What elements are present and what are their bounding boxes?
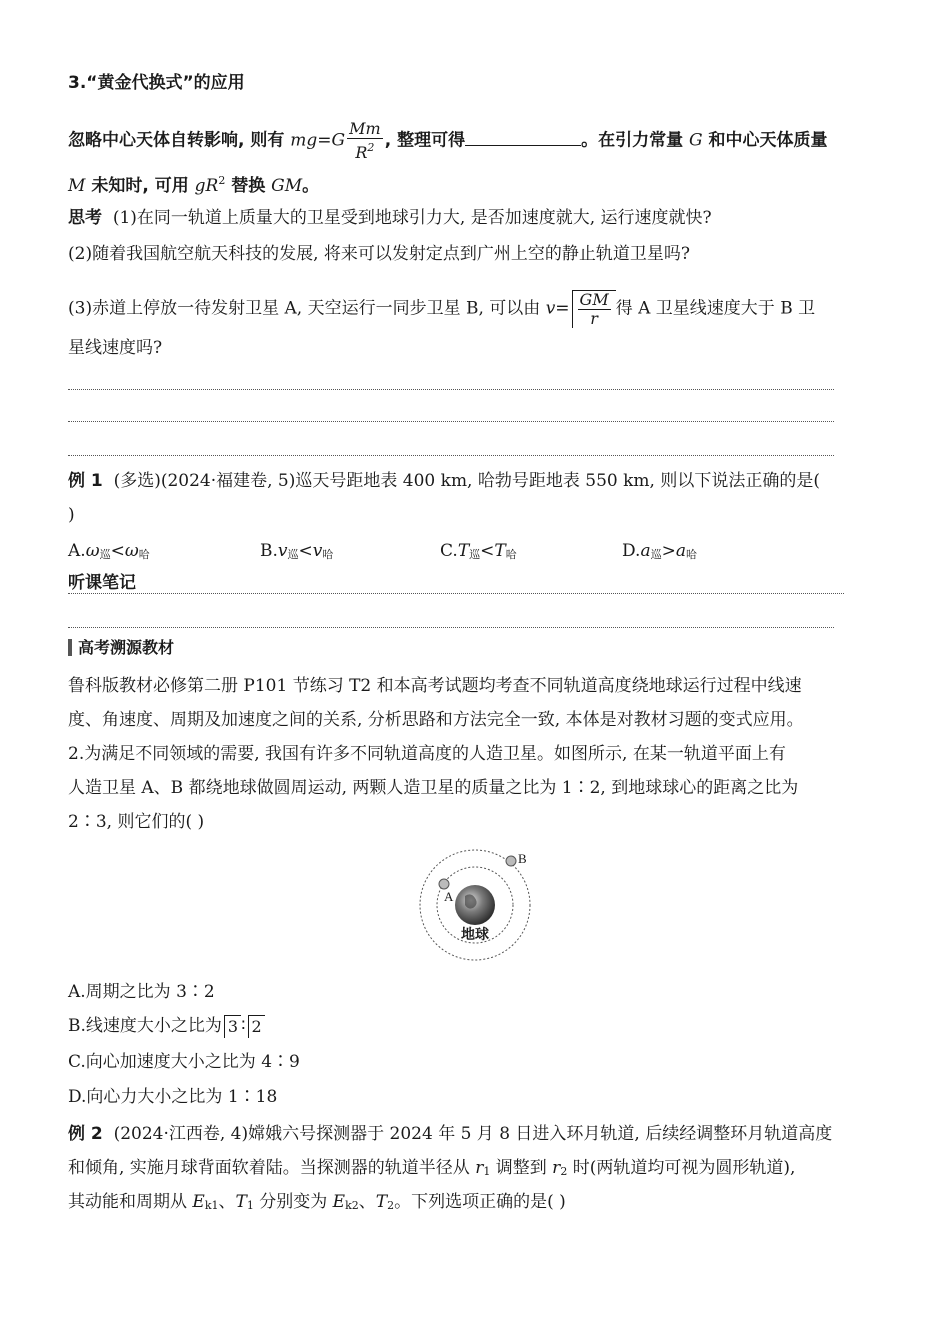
ex2-l2-a: 和倾角, 实施月球背面软着陆。当探测器的轨道半径从 — [68, 1158, 476, 1178]
example1-option-d[interactable] — [622, 540, 697, 566]
p1-text-d: 和中心天体质量 — [702, 130, 828, 151]
ex2-l3-c: 。下列选项正确的是( ) — [394, 1192, 566, 1212]
optB-sqrt-2 — [248, 1015, 265, 1038]
question2-option-b[interactable] — [68, 1015, 265, 1038]
p2-text-c: 。 — [302, 176, 320, 196]
section-title: 3.“黄金代换式”的应用 — [68, 73, 245, 93]
p1-formula-lhs: mg=G — [290, 130, 346, 151]
ex2-r2: r — [552, 1158, 561, 1178]
label-b: B — [518, 851, 527, 866]
example2-line-3 — [68, 1191, 566, 1217]
ex2-E2: E — [332, 1192, 346, 1212]
opt-op: < — [480, 541, 495, 561]
opt-sub: 巡 — [99, 548, 111, 561]
ex2-l2-c: 时(两轨道均可视为圆形轨道), — [567, 1158, 796, 1178]
q3-frac-num: GM — [579, 290, 609, 309]
question2-line-2: 人造卫星 A、B 都绕地球做圆周运动, 两颗人造卫星的质量之比为 1∶2, 到地球球心的距离之比为 — [68, 778, 799, 798]
opt-op: > — [661, 541, 676, 561]
example1-text: (多选)(2024·福建卷, 5)巡天号距地表 400 km, 哈勃号距地表 550 km, 则以下说法正确的是( — [113, 471, 820, 491]
think-label: 思考 — [68, 208, 102, 228]
opt-sym: a — [640, 541, 651, 561]
ex2-k1: k1 — [204, 1199, 219, 1212]
label-a: A — [444, 889, 454, 904]
p2-gR: gR — [194, 176, 219, 196]
paragraph-gravity — [68, 120, 828, 162]
notes-label: 听课笔记 — [68, 573, 136, 593]
question2-option-d[interactable]: D.向心力大小之比为 1∶18 — [68, 1087, 278, 1107]
p1-frac-num: Mm — [349, 119, 381, 138]
label-earth: 地球 — [461, 927, 489, 943]
opt-sym2: v — [312, 541, 323, 561]
example1-stem-end: ) — [68, 505, 75, 525]
opt-op: < — [110, 541, 125, 561]
opt-letter: A. — [68, 541, 86, 561]
p1-frac-den: R — [355, 143, 368, 162]
p1-text-c: 。在引力常量 — [581, 130, 689, 151]
opt-op: < — [298, 541, 313, 561]
p1-text-a: 忽略中心天体自转影响, 则有 — [68, 130, 291, 151]
question2-option-c[interactable]: C.向心加速度大小之比为 4∶9 — [68, 1052, 300, 1072]
ex2-t2: 2 — [387, 1199, 395, 1212]
opt-sym: T — [457, 541, 470, 561]
example2-line-2 — [68, 1157, 795, 1183]
ex2-T1: T — [235, 1192, 247, 1212]
ex2-l2-b: 调整到 — [490, 1158, 553, 1178]
opt-sub: 巡 — [287, 548, 299, 561]
question2-line-1: 2.为满足不同领域的需要, 我国有许多不同轨道高度的人造卫星。如图所示, 在某一轨道平面上有 — [68, 744, 786, 764]
ex2-t1: 1 — [246, 1199, 254, 1212]
ex2-sep-1: 、 — [218, 1192, 236, 1212]
opt-sym2: T — [494, 541, 506, 561]
p2-exp: 2 — [218, 174, 226, 187]
notes-line-1[interactable] — [68, 593, 844, 594]
question2-option-a[interactable]: A.周期之比为 3∶2 — [68, 982, 215, 1002]
answer-line-3[interactable] — [68, 455, 834, 456]
p1-G: G — [689, 130, 703, 151]
example1-option-b[interactable] — [260, 540, 333, 566]
answer-line-2[interactable] — [68, 421, 834, 422]
p2-text-b: 替换 — [225, 176, 272, 196]
think-q2: (2)随着我国航空航天科技的发展, 将来可以发射定点到广州上空的静止轨道卫星吗? — [68, 244, 691, 264]
paragraph-replace — [68, 170, 319, 197]
think-q1: (1)在同一轨道上质量大的卫星受到地球引力大, 是否加速度就大, 运行速度就快? — [112, 208, 712, 228]
think-q3-c: 星线速度吗? — [68, 338, 163, 358]
opt-letter: C. — [440, 541, 458, 561]
opt-sub2: 哈 — [505, 548, 517, 561]
opt-sub: 巡 — [469, 548, 481, 561]
opt-letter: B. — [260, 541, 278, 561]
answer-line-1[interactable] — [68, 389, 834, 390]
ex2-T2: T — [375, 1192, 388, 1212]
ex2-l3-b: 分别变为 — [253, 1192, 333, 1212]
source-heading: 高考溯源教材 — [78, 638, 175, 657]
p1-fraction — [347, 120, 383, 162]
opt-sub2: 哈 — [138, 548, 150, 561]
ex2-r2-sub: 2 — [560, 1165, 568, 1178]
optB-mid: ∶ — [241, 1016, 246, 1036]
source-text-2: 度、角速度、周期及加速度之间的关系, 分析思路和方法完全一致, 本体是对教材习题的变式应用。 — [68, 710, 804, 730]
example1-option-c[interactable] — [440, 540, 517, 566]
optB-r1: 3 — [227, 1017, 239, 1036]
q3-frac-den: r — [578, 309, 611, 328]
example2-label: 例 2 — [68, 1124, 103, 1144]
optB-r2: 2 — [251, 1017, 262, 1036]
p1-frac-den-exp: 2 — [367, 141, 375, 154]
opt-sub2: 哈 — [685, 548, 697, 561]
think-q3-a: (3)赤道上停放一待发射卫星 A, 天空运行一同步卫星 B, 可以由 — [68, 298, 546, 319]
source-text-1: 鲁科版教材必修第二册 P101 节练习 T2 和本高考试题均考查不同轨道高度绕地球运行过程中线速 — [68, 676, 802, 696]
answer-blank[interactable] — [465, 129, 581, 146]
opt-sym2: a — [675, 541, 686, 561]
ex2-l3-a: 其动能和周期从 — [68, 1192, 193, 1212]
ex2-E1: E — [192, 1192, 205, 1212]
think-q1-line — [68, 207, 712, 229]
opt-sym: ω — [85, 541, 100, 561]
opt-sub2: 哈 — [322, 548, 334, 561]
opt-letter: D. — [622, 541, 641, 561]
example2-text-1: (2024·江西卷, 4)嫦娥六号探测器于 2024 年 5 月 8 日进入环月轨道, 后续经调整环月轨道高度 — [113, 1124, 833, 1144]
opt-sym: v — [277, 541, 288, 561]
think-q3-b: 得 A 卫星线速度大于 B 卫 — [615, 298, 816, 319]
optB-sqrt-1 — [224, 1015, 241, 1038]
think-q3-v: v= — [545, 298, 570, 319]
example1-option-a[interactable] — [68, 540, 150, 566]
satellite-a-icon — [439, 879, 449, 889]
optB-text: B.线速度大小之比为 — [68, 1016, 222, 1036]
p2-GM: GM — [271, 176, 303, 196]
p2-M: M — [68, 176, 86, 196]
ex2-r1: r — [475, 1158, 484, 1178]
orbit-figure — [410, 848, 540, 966]
opt-sym2: ω — [124, 541, 139, 561]
think-q3-line — [68, 290, 815, 328]
p2-text-a: 未知时, 可用 — [85, 176, 195, 196]
notes-line-2[interactable] — [68, 627, 834, 628]
ex2-r1-sub: 1 — [483, 1165, 491, 1178]
question2-line-3: 2∶3, 则它们的( ) — [68, 812, 205, 832]
ex2-sep-2: 、 — [358, 1192, 376, 1212]
example1-label: 例 1 — [68, 471, 103, 491]
sqrt-radical — [572, 290, 616, 328]
section-marker — [68, 639, 72, 656]
example1-stem — [68, 470, 820, 492]
p1-text-b: , 整理可得 — [384, 130, 466, 151]
p1-frac-den-wrap — [347, 138, 383, 162]
ex2-k2: k2 — [345, 1199, 359, 1212]
example2-line-1 — [68, 1123, 832, 1145]
opt-sub: 巡 — [650, 548, 662, 561]
q3-fraction — [578, 291, 611, 328]
satellite-b-icon — [506, 856, 516, 866]
